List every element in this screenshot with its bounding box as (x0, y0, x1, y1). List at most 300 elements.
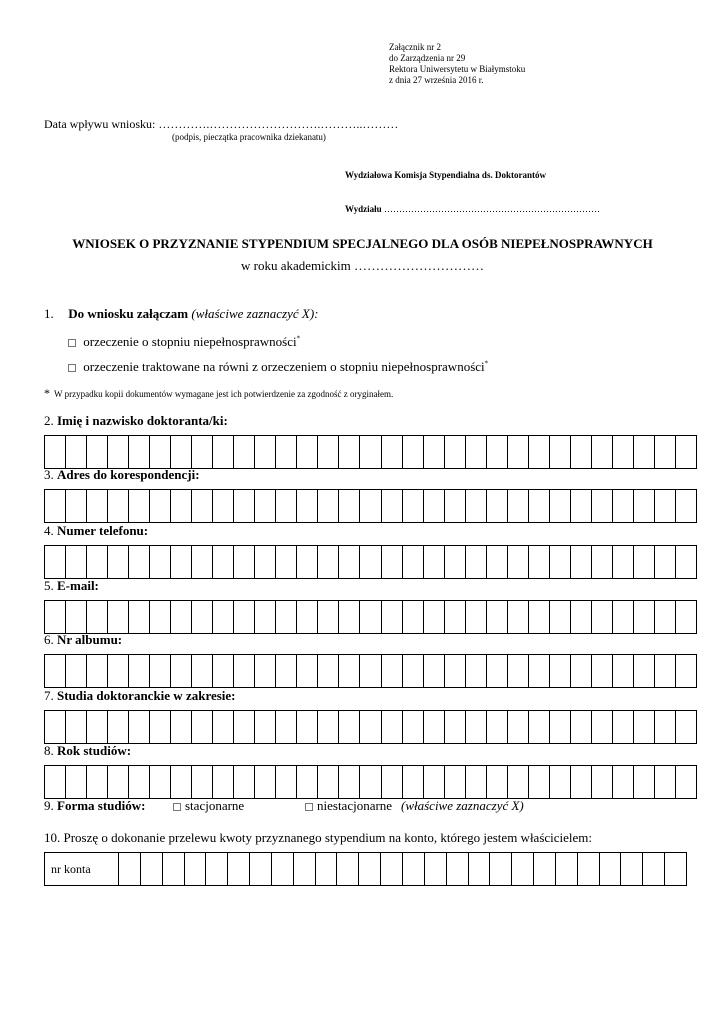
char-box[interactable] (234, 601, 255, 633)
char-box[interactable] (655, 546, 676, 578)
char-box[interactable] (466, 490, 487, 522)
char-box[interactable] (150, 490, 171, 522)
char-box[interactable] (571, 490, 592, 522)
char-box[interactable] (45, 655, 66, 687)
char-box[interactable] (339, 490, 360, 522)
char-box[interactable] (45, 766, 66, 798)
char-box[interactable] (297, 601, 318, 633)
account-digit-box[interactable] (490, 853, 512, 885)
char-box[interactable] (87, 601, 108, 633)
char-box[interactable] (66, 490, 87, 522)
receipt-date-field[interactable]: Data wpływu wniosku: ………….……………………….………..……… (44, 117, 399, 131)
char-box[interactable] (150, 655, 171, 687)
char-box[interactable] (192, 490, 213, 522)
account-digit-box[interactable] (425, 853, 447, 885)
char-box[interactable] (66, 655, 87, 687)
char-box[interactable] (297, 546, 318, 578)
char-box[interactable] (360, 711, 381, 743)
char-box[interactable] (213, 490, 234, 522)
char-box[interactable] (255, 766, 276, 798)
char-box[interactable] (276, 711, 297, 743)
char-box[interactable] (529, 436, 550, 468)
char-box[interactable] (466, 546, 487, 578)
char-box[interactable] (571, 436, 592, 468)
char-box[interactable] (171, 436, 192, 468)
field-label: Rok studiów: (57, 743, 132, 758)
char-box[interactable] (360, 655, 381, 687)
char-box[interactable] (487, 655, 508, 687)
char-box[interactable] (66, 546, 87, 578)
section-1-label: Do wniosku załączam (68, 306, 189, 321)
field-label: Studia doktoranckie w zakresie: (57, 688, 236, 703)
char-box[interactable] (445, 711, 466, 743)
account-digit-box[interactable] (141, 853, 163, 885)
char-box[interactable] (508, 601, 529, 633)
char-box[interactable] (234, 655, 255, 687)
char-box[interactable] (87, 490, 108, 522)
char-box[interactable] (382, 711, 403, 743)
char-box[interactable] (213, 436, 234, 468)
char-box[interactable] (234, 436, 255, 468)
study-mode-stationary-label: stacjonarne (185, 798, 245, 813)
char-box[interactable] (676, 546, 696, 578)
char-box[interactable] (297, 655, 318, 687)
account-digit-box[interactable] (403, 853, 425, 885)
char-box[interactable] (45, 546, 66, 578)
char-box[interactable] (550, 546, 571, 578)
account-digit-box[interactable] (228, 853, 250, 885)
checkbox-nonstationary[interactable] (305, 803, 313, 811)
char-box[interactable] (382, 655, 403, 687)
char-box[interactable] (276, 546, 297, 578)
char-box[interactable] (129, 711, 150, 743)
account-digit-box[interactable] (337, 853, 359, 885)
char-box[interactable] (508, 490, 529, 522)
char-box[interactable] (318, 436, 339, 468)
char-box[interactable] (150, 711, 171, 743)
char-box[interactable] (318, 655, 339, 687)
char-box[interactable] (382, 436, 403, 468)
char-box[interactable] (87, 766, 108, 798)
char-box[interactable] (466, 655, 487, 687)
char-box[interactable] (192, 711, 213, 743)
char-box[interactable] (45, 601, 66, 633)
char-box[interactable] (634, 711, 655, 743)
account-digit-box[interactable] (578, 853, 600, 885)
account-digit-box[interactable] (381, 853, 403, 885)
field-heading-email (44, 578, 99, 594)
char-box[interactable] (150, 436, 171, 468)
section-1-number: 1. (44, 306, 54, 321)
char-box[interactable] (150, 546, 171, 578)
char-box[interactable] (171, 546, 192, 578)
char-box[interactable] (445, 546, 466, 578)
academic-year-line[interactable]: w roku akademickim ………………………… (241, 258, 484, 273)
field-heading-name (44, 413, 228, 429)
char-box[interactable] (45, 436, 66, 468)
char-box[interactable] (634, 655, 655, 687)
annex-line-1: Załącznik nr 2 (389, 42, 441, 52)
char-box[interactable] (445, 490, 466, 522)
account-digit-box[interactable] (272, 853, 294, 885)
char-box[interactable] (318, 546, 339, 578)
char-box[interactable] (45, 490, 66, 522)
char-box[interactable] (403, 601, 424, 633)
char-box[interactable] (445, 655, 466, 687)
char-box[interactable] (613, 711, 634, 743)
char-box[interactable] (613, 490, 634, 522)
footnote-mark: * (44, 386, 50, 400)
char-box[interactable] (508, 655, 529, 687)
char-box[interactable] (150, 766, 171, 798)
char-box[interactable] (508, 711, 529, 743)
char-box[interactable] (634, 546, 655, 578)
char-box[interactable] (487, 711, 508, 743)
account-digit-box[interactable] (206, 853, 228, 885)
form-title: WNIOSEK O PRZYZNANIE STYPENDIUM SPECJALNEGO DLA OSÓB NIEPEŁNOSPRAWNYCH (72, 236, 653, 251)
char-box[interactable] (108, 490, 129, 522)
char-box[interactable] (318, 711, 339, 743)
char-box[interactable] (360, 490, 381, 522)
char-box[interactable] (403, 546, 424, 578)
char-box[interactable] (297, 711, 318, 743)
char-box[interactable] (424, 436, 445, 468)
char-box[interactable] (487, 601, 508, 633)
attachment-option-1[interactable] (68, 334, 300, 350)
char-box[interactable] (613, 436, 634, 468)
char-box[interactable] (339, 655, 360, 687)
char-box[interactable] (424, 490, 445, 522)
char-box[interactable] (213, 601, 234, 633)
char-box[interactable] (550, 711, 571, 743)
char-box[interactable] (108, 436, 129, 468)
char-box[interactable] (129, 546, 150, 578)
char-box[interactable] (318, 601, 339, 633)
field-number: 3. (44, 467, 54, 482)
field-grid-email[interactable] (44, 600, 697, 634)
char-box[interactable] (297, 490, 318, 522)
char-box[interactable] (66, 436, 87, 468)
section-9 (44, 798, 145, 814)
char-box[interactable] (382, 766, 403, 798)
char-box[interactable] (529, 490, 550, 522)
char-box[interactable] (339, 601, 360, 633)
char-box[interactable] (613, 601, 634, 633)
char-box[interactable] (192, 546, 213, 578)
attachment-option-1-label: orzeczenie o stopniu niepełnosprawności (83, 334, 297, 349)
char-box[interactable] (676, 711, 696, 743)
section-9-number: 9. (44, 798, 54, 813)
char-box[interactable] (129, 766, 150, 798)
char-box[interactable] (382, 490, 403, 522)
char-box[interactable] (403, 490, 424, 522)
field-number: 6. (44, 632, 54, 647)
account-digit-box[interactable] (294, 853, 316, 885)
char-box[interactable] (466, 436, 487, 468)
char-box[interactable] (213, 766, 234, 798)
field-label: Nr albumu: (57, 632, 123, 647)
char-box[interactable] (87, 655, 108, 687)
field-grid-phone[interactable] (44, 545, 697, 579)
char-box[interactable] (403, 436, 424, 468)
char-box[interactable] (592, 655, 613, 687)
char-box[interactable] (613, 655, 634, 687)
char-box[interactable] (234, 546, 255, 578)
account-digit-box[interactable] (119, 853, 141, 885)
char-box[interactable] (87, 436, 108, 468)
char-box[interactable] (382, 546, 403, 578)
char-box[interactable] (676, 490, 696, 522)
account-digit-box[interactable] (665, 853, 686, 885)
char-box[interactable] (592, 546, 613, 578)
account-digit-box[interactable] (556, 853, 578, 885)
field-grid-album[interactable] (44, 654, 697, 688)
char-box[interactable] (276, 601, 297, 633)
char-box[interactable] (655, 655, 676, 687)
char-box[interactable] (529, 546, 550, 578)
attachment-option-2[interactable] (68, 359, 488, 375)
char-box[interactable] (129, 490, 150, 522)
char-box[interactable] (508, 766, 529, 798)
char-box[interactable] (339, 436, 360, 468)
char-box[interactable] (529, 601, 550, 633)
char-box[interactable] (676, 601, 696, 633)
char-box[interactable] (592, 766, 613, 798)
account-digit-box[interactable] (600, 853, 622, 885)
char-box[interactable] (108, 546, 129, 578)
char-box[interactable] (66, 711, 87, 743)
char-box[interactable] (676, 655, 696, 687)
char-box[interactable] (550, 766, 571, 798)
char-box[interactable] (424, 766, 445, 798)
field-label: E-mail: (57, 578, 99, 593)
char-box[interactable] (655, 601, 676, 633)
char-box[interactable] (634, 490, 655, 522)
char-box[interactable] (234, 490, 255, 522)
account-digit-box[interactable] (316, 853, 338, 885)
char-box[interactable] (276, 655, 297, 687)
char-box[interactable] (676, 766, 696, 798)
char-box[interactable] (129, 601, 150, 633)
char-box[interactable] (150, 601, 171, 633)
account-digit-box[interactable] (359, 853, 381, 885)
field-label: Imię i nazwisko doktoranta/ki: (57, 413, 228, 428)
char-box[interactable] (171, 655, 192, 687)
char-box[interactable] (655, 766, 676, 798)
account-digit-box[interactable] (250, 853, 272, 885)
char-box[interactable] (571, 711, 592, 743)
section-1-heading (44, 306, 318, 322)
char-box[interactable] (318, 490, 339, 522)
char-box[interactable] (213, 546, 234, 578)
char-box[interactable] (571, 546, 592, 578)
account-digit-box[interactable] (163, 853, 185, 885)
char-box[interactable] (66, 766, 87, 798)
faculty-line[interactable] (345, 204, 600, 215)
account-digit-box[interactable] (534, 853, 556, 885)
char-box[interactable] (613, 546, 634, 578)
account-digit-box[interactable] (512, 853, 534, 885)
char-box[interactable] (445, 436, 466, 468)
char-box[interactable] (213, 655, 234, 687)
account-digit-box[interactable] (447, 853, 469, 885)
attachment-option-2-label: orzeczenie traktowane na równi z orzeczeniem o stopniu niepełnosprawności (83, 359, 485, 374)
char-box[interactable] (255, 711, 276, 743)
char-box[interactable] (171, 766, 192, 798)
char-box[interactable] (655, 490, 676, 522)
char-box[interactable] (297, 436, 318, 468)
char-box[interactable] (297, 766, 318, 798)
field-heading-year (44, 743, 131, 759)
char-box[interactable] (129, 655, 150, 687)
char-box[interactable] (255, 546, 276, 578)
char-box[interactable] (487, 490, 508, 522)
char-box[interactable] (403, 711, 424, 743)
char-box[interactable] (192, 601, 213, 633)
char-box[interactable] (550, 655, 571, 687)
char-box[interactable] (108, 766, 129, 798)
char-box[interactable] (108, 655, 129, 687)
char-box[interactable] (655, 436, 676, 468)
checkbox-stationary[interactable] (173, 803, 181, 811)
char-box[interactable] (276, 766, 297, 798)
char-box[interactable] (571, 766, 592, 798)
char-box[interactable] (87, 546, 108, 578)
char-box[interactable] (634, 601, 655, 633)
char-box[interactable] (424, 601, 445, 633)
char-box[interactable] (360, 546, 381, 578)
field-grid-address[interactable] (44, 489, 697, 523)
field-grid-year[interactable] (44, 765, 697, 799)
char-box[interactable] (424, 546, 445, 578)
char-box[interactable] (445, 601, 466, 633)
account-digit-box[interactable] (621, 853, 643, 885)
account-label: nr konta (45, 853, 119, 885)
char-box[interactable] (634, 436, 655, 468)
char-box[interactable] (676, 436, 696, 468)
char-box[interactable] (213, 711, 234, 743)
char-box[interactable] (171, 711, 192, 743)
checkbox-attachment-2[interactable] (68, 364, 76, 372)
char-box[interactable] (318, 766, 339, 798)
char-box[interactable] (129, 436, 150, 468)
char-box[interactable] (571, 601, 592, 633)
char-box[interactable] (529, 711, 550, 743)
char-box[interactable] (529, 766, 550, 798)
char-box[interactable] (550, 490, 571, 522)
char-box[interactable] (171, 490, 192, 522)
char-box[interactable] (255, 490, 276, 522)
account-digit-box[interactable] (185, 853, 207, 885)
char-box[interactable] (360, 601, 381, 633)
char-box[interactable] (529, 655, 550, 687)
char-box[interactable] (592, 436, 613, 468)
field-grid-studies[interactable] (44, 710, 697, 744)
char-box[interactable] (592, 601, 613, 633)
char-box[interactable] (66, 601, 87, 633)
char-box[interactable] (487, 436, 508, 468)
char-box[interactable] (108, 711, 129, 743)
annex-line-3: Rektora Uniwersytetu w Białymstoku (389, 64, 526, 74)
char-box[interactable] (87, 711, 108, 743)
annex-line-2: do Zarządzenia nr 29 (389, 53, 466, 63)
char-box[interactable] (192, 436, 213, 468)
annex-line-4: z dnia 27 września 2016 r. (389, 75, 484, 85)
field-heading-address (44, 467, 200, 483)
char-box[interactable] (339, 711, 360, 743)
char-box[interactable] (339, 766, 360, 798)
field-label: Numer telefonu: (57, 523, 149, 538)
field-number: 7. (44, 688, 54, 703)
char-box[interactable] (466, 711, 487, 743)
section-10-text: 10. Proszę o dokonanie przelewu kwoty przyznanego stypendium na konto, którego jestem właścicielem: (44, 830, 593, 845)
char-box[interactable] (171, 601, 192, 633)
field-number: 4. (44, 523, 54, 538)
char-box[interactable] (466, 601, 487, 633)
field-grid-name[interactable] (44, 435, 697, 469)
char-box[interactable] (445, 766, 466, 798)
char-box[interactable] (108, 601, 129, 633)
field-label: Adres do korespondencji: (57, 467, 200, 482)
committee-name: Wydziałowa Komisja Stypendialna ds. Doktorantów (345, 170, 546, 180)
char-box[interactable] (192, 766, 213, 798)
study-mode-stationary[interactable] (173, 798, 244, 814)
field-heading-studies (44, 688, 236, 704)
char-box[interactable] (255, 655, 276, 687)
char-box[interactable] (403, 766, 424, 798)
field-heading-phone (44, 523, 148, 539)
char-box[interactable] (508, 546, 529, 578)
char-box[interactable] (655, 711, 676, 743)
char-box[interactable] (550, 601, 571, 633)
char-box[interactable] (255, 436, 276, 468)
char-box[interactable] (382, 601, 403, 633)
char-box[interactable] (276, 436, 297, 468)
char-box[interactable] (339, 546, 360, 578)
char-box[interactable] (592, 711, 613, 743)
bank-account-grid[interactable] (44, 852, 687, 886)
char-box[interactable] (613, 766, 634, 798)
section-9-label: Forma studiów: (57, 798, 146, 813)
section-1-hint: (właściwe zaznaczyć X): (191, 306, 319, 321)
char-box[interactable] (571, 655, 592, 687)
char-box[interactable] (276, 490, 297, 522)
faculty-label: Wydziału (345, 204, 382, 214)
char-box[interactable] (634, 766, 655, 798)
char-box[interactable] (487, 546, 508, 578)
char-box[interactable] (424, 655, 445, 687)
char-box[interactable] (424, 711, 445, 743)
char-box[interactable] (403, 655, 424, 687)
account-digit-box[interactable] (643, 853, 665, 885)
study-mode-nonstationary[interactable] (305, 798, 392, 814)
char-box[interactable] (592, 490, 613, 522)
field-number: 8. (44, 743, 54, 758)
char-box[interactable] (360, 766, 381, 798)
char-box[interactable] (234, 766, 255, 798)
char-box[interactable] (466, 766, 487, 798)
char-box[interactable] (487, 766, 508, 798)
char-box[interactable] (360, 436, 381, 468)
char-box[interactable] (550, 436, 571, 468)
char-box[interactable] (234, 711, 255, 743)
char-box[interactable] (508, 436, 529, 468)
char-box[interactable] (192, 655, 213, 687)
char-box[interactable] (255, 601, 276, 633)
account-digit-box[interactable] (469, 853, 491, 885)
char-box[interactable] (45, 711, 66, 743)
checkbox-attachment-1[interactable] (68, 339, 76, 347)
